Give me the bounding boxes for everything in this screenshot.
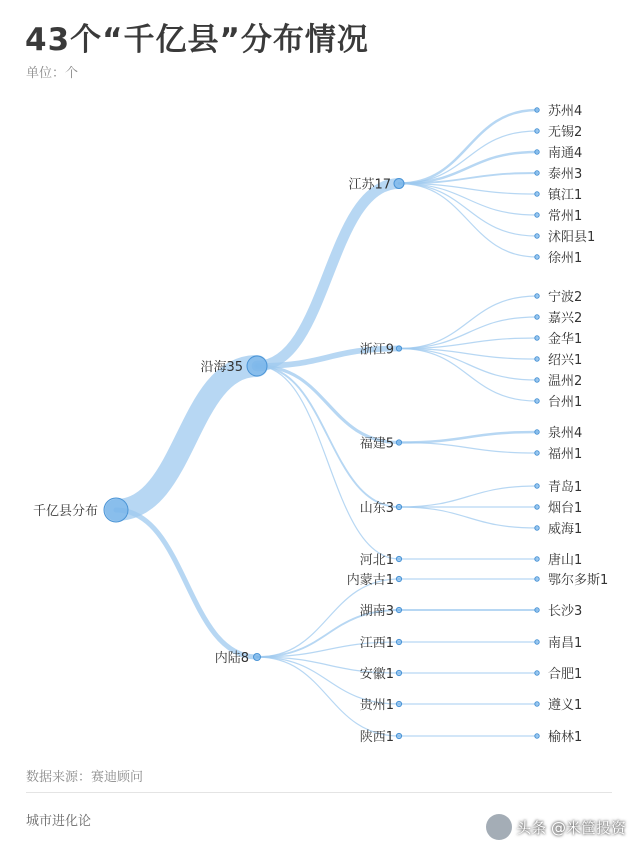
city-node <box>535 671 539 675</box>
tree-link <box>399 296 537 349</box>
city-label: 泉州4 <box>548 426 583 441</box>
city-node <box>535 108 539 112</box>
root-node <box>104 498 128 522</box>
tree-link <box>399 184 537 237</box>
unit-label: 单位：个 <box>26 66 79 81</box>
region-node <box>247 356 267 376</box>
city-node <box>535 255 539 259</box>
province-label: 江西1 <box>359 636 394 651</box>
province-label: 湖南3 <box>359 604 394 619</box>
city-label: 常州1 <box>548 209 583 224</box>
city-label: 榆林1 <box>548 730 583 745</box>
city-label: 烟台1 <box>548 501 583 516</box>
tree-link <box>116 366 257 510</box>
province-node <box>396 701 401 706</box>
city-node <box>535 357 539 361</box>
city-label: 唐山1 <box>548 553 583 568</box>
tree-link <box>399 184 537 258</box>
city-node <box>535 294 539 298</box>
city-label: 徐州1 <box>548 251 583 266</box>
city-node <box>535 484 539 488</box>
province-node <box>396 504 401 509</box>
city-label: 威海1 <box>548 522 583 537</box>
city-label: 镇江1 <box>548 188 583 203</box>
city-node <box>535 557 539 561</box>
province-label: 江苏17 <box>348 177 391 193</box>
province-label: 陕西1 <box>359 730 394 745</box>
city-node <box>535 640 539 644</box>
city-node <box>535 234 539 238</box>
city-label: 泰州3 <box>548 167 583 182</box>
city-label: 嘉兴2 <box>548 311 583 326</box>
province-node <box>396 576 401 581</box>
tree-link <box>116 510 257 657</box>
city-node <box>535 430 539 434</box>
region-label: 内陆8 <box>214 651 249 666</box>
tree-link <box>257 366 399 559</box>
city-label: 金华1 <box>548 332 583 347</box>
city-label: 苏州4 <box>548 104 583 119</box>
watermark-logo-icon <box>486 814 512 840</box>
city-node <box>535 451 539 455</box>
city-label: 南通4 <box>548 146 583 161</box>
region-label: 沿海35 <box>200 360 243 375</box>
city-node <box>535 734 539 738</box>
city-label: 温州2 <box>548 374 583 389</box>
province-node <box>396 607 401 612</box>
tree-link <box>399 486 537 507</box>
root-label: 千亿县分布 <box>32 504 98 519</box>
city-label: 宁波2 <box>548 290 583 305</box>
province-label: 山东3 <box>359 501 394 516</box>
province-node <box>396 639 401 644</box>
links <box>116 110 537 736</box>
chart-title: 43个“千亿县”分布情况 <box>25 22 369 58</box>
data-source: 数据来源：赛迪顾问 <box>26 770 144 785</box>
city-label: 鄂尔多斯1 <box>548 573 609 588</box>
city-node <box>535 171 539 175</box>
city-node <box>535 315 539 319</box>
city-node <box>535 608 539 612</box>
divider <box>26 792 612 793</box>
province-node <box>396 440 401 445</box>
province-node <box>396 556 401 561</box>
city-label: 台州1 <box>548 395 583 410</box>
brand-name: 城市进化论 <box>26 814 92 829</box>
city-node <box>535 129 539 133</box>
city-label: 遵义1 <box>548 698 583 713</box>
tree-link <box>399 507 537 528</box>
tree-link <box>399 349 537 402</box>
city-label: 沭阳县1 <box>548 230 596 245</box>
tree-link <box>399 131 537 184</box>
province-label: 河北1 <box>359 553 394 568</box>
city-label: 长沙3 <box>548 604 583 619</box>
city-node <box>535 399 539 403</box>
watermark <box>486 814 626 840</box>
province-node <box>396 733 401 738</box>
city-label: 福州1 <box>548 447 583 462</box>
city-node <box>535 336 539 340</box>
tree-link <box>257 366 399 443</box>
city-node <box>535 378 539 382</box>
province-label: 福建5 <box>359 436 394 452</box>
province-label: 贵州1 <box>359 698 394 713</box>
city-node <box>535 150 539 154</box>
watermark-text: 头条 @米筐投资 <box>516 818 626 837</box>
city-node <box>535 702 539 706</box>
province-label: 内蒙古1 <box>346 573 394 588</box>
province-label: 安徽1 <box>359 667 394 682</box>
city-node <box>535 577 539 581</box>
city-label: 南昌1 <box>548 636 583 651</box>
city-node <box>535 526 539 530</box>
province-node <box>396 670 401 675</box>
city-node <box>535 192 539 196</box>
city-label: 合肥1 <box>548 667 583 682</box>
city-node <box>535 213 539 217</box>
tree-link <box>399 432 537 443</box>
tree-link <box>399 443 537 454</box>
city-label: 绍兴1 <box>548 353 583 368</box>
province-label: 浙江9 <box>359 342 394 358</box>
province-node <box>396 346 401 351</box>
province-node <box>394 179 404 189</box>
city-node <box>535 505 539 509</box>
tree-link <box>257 184 399 367</box>
city-label: 无锡2 <box>548 125 583 140</box>
city-label: 青岛1 <box>548 480 583 495</box>
region-node <box>254 654 261 661</box>
